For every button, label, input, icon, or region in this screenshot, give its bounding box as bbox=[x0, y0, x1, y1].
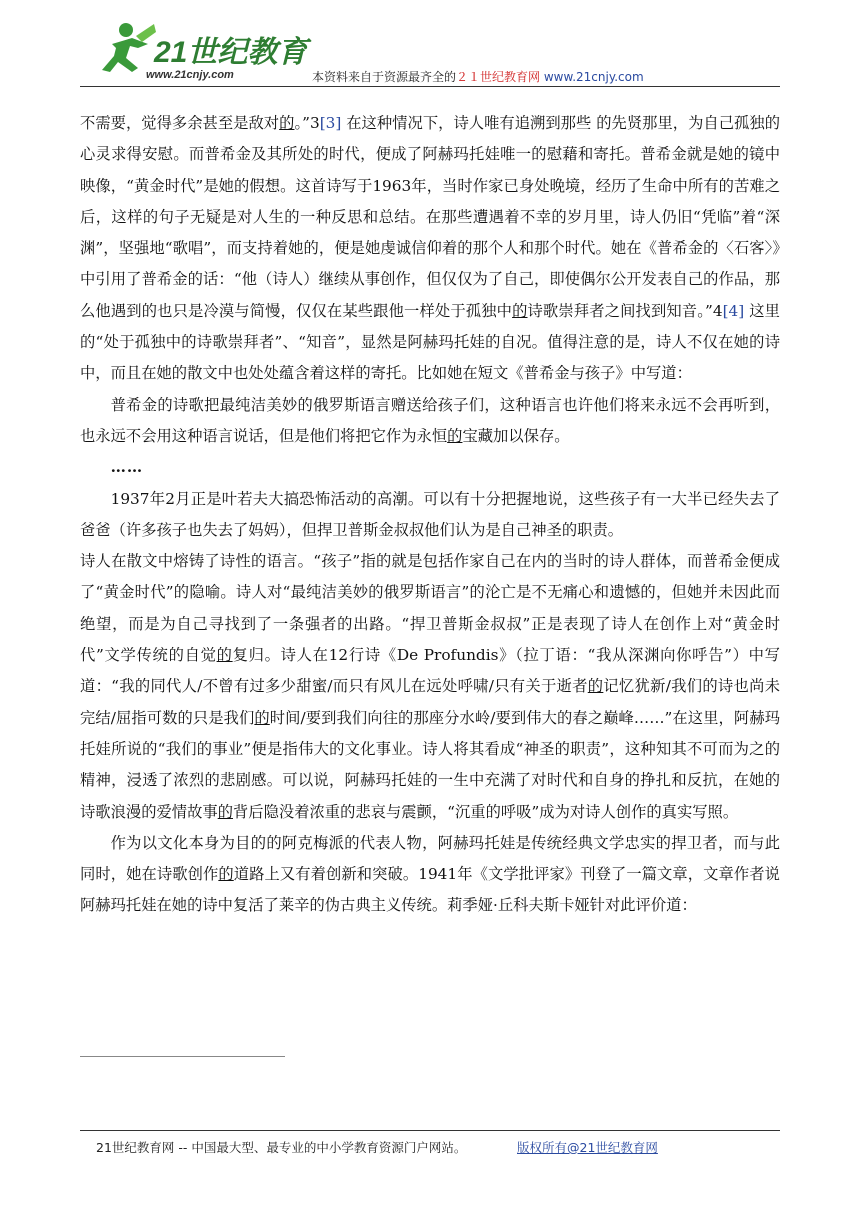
underlined-word: 的 bbox=[512, 301, 528, 320]
footnote-ref-3[interactable]: [3] bbox=[319, 114, 342, 132]
ellipsis-line: …… bbox=[110, 458, 144, 477]
copyright-link[interactable]: 版权所有@21世纪教育网 bbox=[517, 1140, 658, 1155]
text-run: 。”3 bbox=[294, 114, 320, 132]
quote-paragraph-2: 1937年2月正是叶若夫大搞恐怖活动的高潮。可以有十分把握地说，这些孩子有一大半已经失去了爸爸（许多孩子也失去了妈妈），但捍卫普斯金叔叔他们认为是自己神圣的职责。 bbox=[80, 489, 780, 539]
text-run: 时间/要到我们向往的那座分水岭/要到伟大的春之巅峰……”在这里，阿赫玛托娃所说的“我们的事业”便是指伟大的文化事业。诗人将其看成“神圣的职责”，这种知其不可而为之的精神，浸透了浓烈的悲剧感。可以说，阿赫玛托娃的一生中充满了对时代和自身的挣扎和反抗，在她的诗歌浪漫的爱情故事 bbox=[80, 708, 780, 821]
underlined-word: 的 bbox=[279, 114, 295, 132]
paragraph-1 bbox=[80, 108, 780, 390]
text-run: 诗人在散文中熔铸了诗性的语言。“孩子”指的就是包括作家自己在内的当时的诗人群体，而普希金便成了“黄金时代”的隐喻。诗人对“最纯洁美妙的俄罗斯语言”的沦亡是不无痛心和遗憾的，但她并未因此而绝望，而是为自己寻找到了一条强者的出路。“捍卫普斯金叔叔”正是表现了诗人在创作上对“黄金时代”文学传统的自觉 bbox=[80, 552, 780, 665]
underlined-word: 的 bbox=[254, 708, 270, 727]
underlined-word: 的 bbox=[587, 677, 604, 696]
logo-wordmark: 21世纪教育 bbox=[154, 36, 308, 69]
text-run: 复归。诗人在12行诗《De Profundis》（拉丁语：“我从深渊向你呼告”）中写道：“我的同代人/不曾有过多少甜蜜/而只有风儿在远处呼啸/只有关于逝者 bbox=[80, 646, 780, 696]
header-divider bbox=[80, 86, 780, 87]
text-run: 普希金的诗歌把最纯洁美妙的俄罗斯语言赠送给孩子们，这种语言也许他们将来永远不会再听到，也永远不会用这种语言说话，但是他们将把它作为永恒 bbox=[80, 395, 780, 445]
header-url-link[interactable]: www.21cnjy.com bbox=[543, 70, 644, 84]
paragraph-4 bbox=[80, 546, 780, 828]
header-notice-prefix: 本资料来自于资源最齐全的 bbox=[312, 70, 457, 84]
text-run: 这里的“处于孤独中的诗歌崇拜者”、“知音”，显然是阿赫玛托娃的自况。值得注意的是，诗人不仅在她的诗中，而且在她的散文中也处处蕴含着这样的寄托。比如她在短文《普希金与孩子》中写道： bbox=[80, 301, 780, 383]
footnote-separator bbox=[80, 1056, 285, 1057]
underlined-word: 的 bbox=[217, 802, 233, 821]
header-notice bbox=[312, 68, 644, 85]
underlined-word: 的 bbox=[216, 646, 233, 665]
footnote-ref-4[interactable]: [4] bbox=[722, 301, 745, 320]
underlined-word: 的 bbox=[447, 426, 463, 445]
page-header bbox=[0, 0, 860, 96]
underlined-word: 的 bbox=[218, 865, 234, 884]
text-run: 道路上又有着创新和突破。1941年《文学批评家》刊登了一篇文章，文章作者说阿赫玛托娃在她的诗中复活了莱辛的伪古典主义传统。莉季娅·丘科夫斯卡娅针对此评价道： bbox=[80, 865, 780, 915]
paragraph-5 bbox=[80, 828, 780, 922]
text-run: 宝藏加以保存。 bbox=[462, 426, 570, 445]
footer-divider bbox=[80, 1130, 780, 1131]
text-run: 背后隐没着浓重的悲哀与震颤，“沉重的呼吸”成为对诗人创作的真实写照。 bbox=[233, 802, 739, 821]
header-brand[interactable]: ２１世纪教育网 bbox=[456, 70, 541, 84]
text-run: 记忆犹新/我们的诗也尚未完结/屈指可数的只是我们 bbox=[80, 677, 780, 727]
text-run: 在这种情况下，诗人唯有追溯到那些 的先贤那里，为自己孤独的心灵求得安慰。而普希金及其所处的时代，便成了阿赫玛托娃唯一的慰藉和寄托。普希金就是她的镜中映像，“黄金时代”是她的假想。这首诗写于1963年，当时作家已身处晚境，经历了生命中所有的苦难之后，这样的句子无疑是对人生的一种反思和总结。在那些遭遇着不幸的岁月里，诗人仍旧“凭临”着“深渊”，坚强地“歌唱”，而支持着她的，便是她虔诚信仰着的那个人和那个时代。她在《普希金的〈石客〉》中引用了普希金的话：“他（诗人）继续从事创作，但仅仅为了自己，即使偶尔公开发表自己的作品，那么他遇到的也只是冷漠与简慢，仅仅在某些跟他一样处于孤独中 bbox=[80, 114, 780, 320]
text-run: 不需要，觉得多余甚至是敌对 bbox=[80, 114, 280, 132]
footer-description: 21世纪教育网 -- 中国最大型、最专业的中小学教育资源门户网站。 bbox=[96, 1140, 467, 1155]
article-body bbox=[80, 108, 780, 922]
text-run: 诗歌崇拜者之间找到知音。”4 bbox=[527, 301, 723, 320]
quote-paragraph bbox=[80, 390, 780, 453]
logo-url: www.21cnjy.com bbox=[146, 69, 234, 81]
running-figure-logo-icon bbox=[92, 18, 308, 82]
site-logo[interactable] bbox=[92, 18, 308, 82]
text-run: 作为以文化本身为目的的阿克梅派的代表人物，阿赫玛托娃是传统经典文学忠实的捍卫者，而与此同时，她在诗歌创作 bbox=[80, 833, 780, 884]
